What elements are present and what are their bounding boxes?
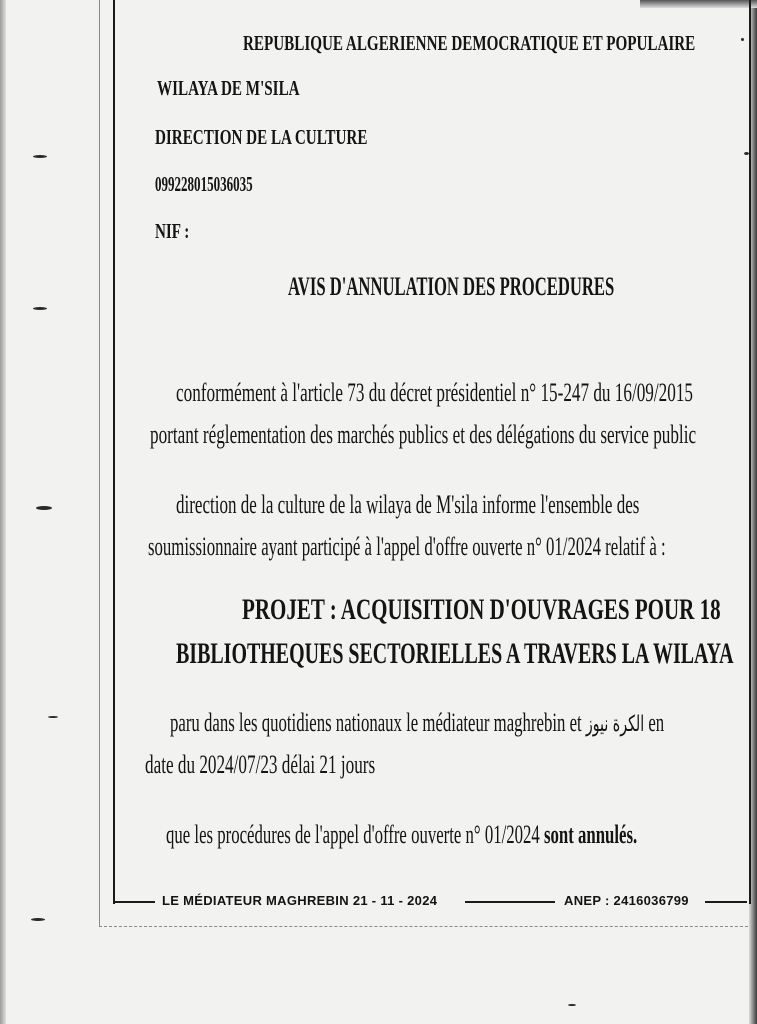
scan-left-edge [0,0,6,1024]
project-title-line-1: PROJET : ACQUISITION D'OUVRAGES POUR 18 [242,593,721,626]
scan-speck [48,716,58,718]
publication-text: paru dans les quotidiens nationaux le médiateur maghrebin et [170,708,582,737]
legal-reference-line-2: portant réglementation des marchés publics et des délégations du service public [150,420,697,449]
scan-speck [741,38,744,41]
footer-rule-middle [465,901,555,903]
republic-heading: REPUBLIQUE ALGERIENNE DEMOCRATIQUE ET POPULAIRE [243,31,696,55]
scan-speck [36,506,52,510]
publication-text-end: en [648,708,665,737]
scan-speck [33,155,47,158]
footer-rule-right [705,901,747,903]
scan-speck [568,1004,576,1006]
publication-line-2: date du 2024/07/23 délai 21 jours [145,750,376,779]
arabic-newspaper-name: الكرة نيوز [585,712,645,737]
inform-line-1: direction de la culture de la wilaya de M'sila informe l'ensemble des [176,490,640,519]
legal-reference-line-1: conformément à l'article 73 du décret présidentiel n° 15-247 du 16/09/2015 [176,378,693,407]
cancellation-emphasis: sont annulés. [544,820,638,849]
footer-publication: LE MÉDIATEUR MAGHREBIN 21 - 11 - 2024 [156,893,443,908]
direction-heading: DIRECTION DE LA CULTURE [155,125,368,149]
scan-speck [744,152,749,155]
cancellation-text: que les procédures de l'appel d'offre ouverte n° 01/2024 [166,820,540,849]
nif-label: NIF : [155,219,190,243]
footer-rule-left [115,901,155,903]
notice-title: AVIS D'ANNULATION DES PROCEDURES [288,272,615,301]
project-title-line-2: BIBLIOTHEQUES SECTORIELLES A TRAVERS LA WILAYA [176,637,734,670]
inform-line-2: soumissionnaire ayant participé à l'appel d'offre ouverte n° 01/2024 relatif à : [148,532,666,561]
scan-speck [33,307,47,310]
cancellation-line [166,820,637,850]
scan-speck [31,918,45,921]
publication-line-1 [170,708,664,738]
footer-anep: ANEP : 2416036799 [558,893,695,908]
identification-code: 099228015036035 [155,172,253,196]
wilaya-heading: WILAYA DE M'SILA [157,76,300,100]
